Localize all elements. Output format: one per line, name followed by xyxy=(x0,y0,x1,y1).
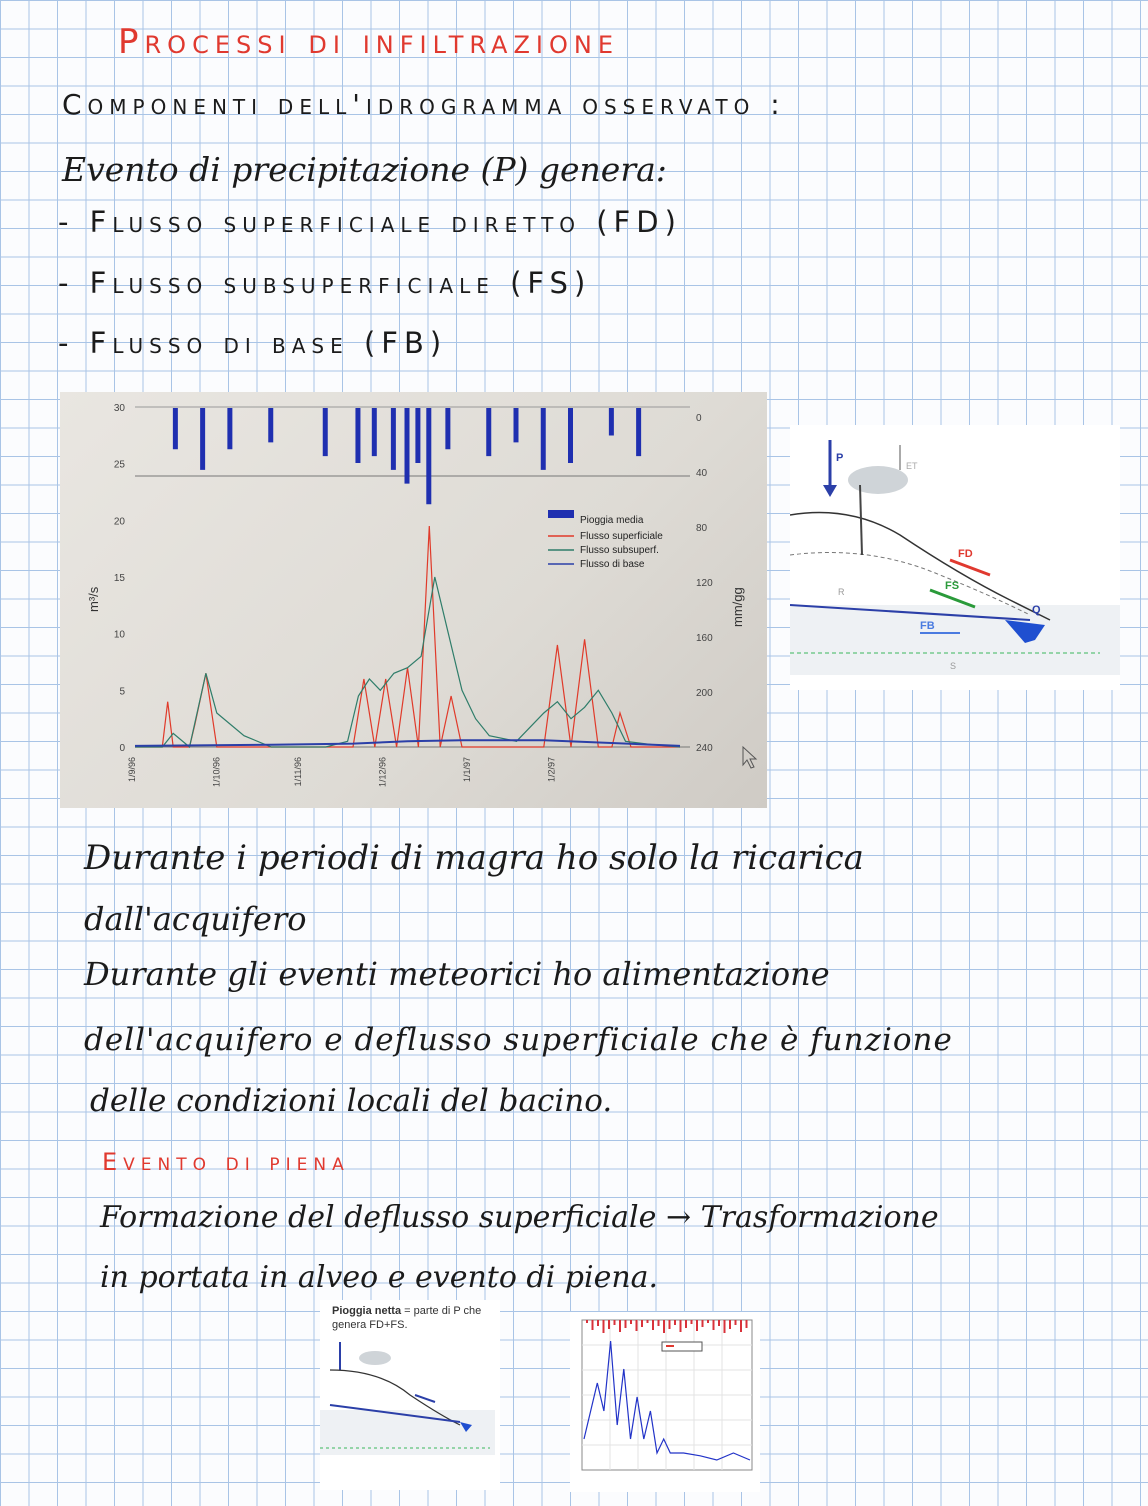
tree-icon xyxy=(848,466,908,494)
y-tick-label: 15 xyxy=(113,573,125,584)
rain-bar xyxy=(486,408,491,456)
right-y-ticks xyxy=(696,413,713,754)
small-schema xyxy=(320,1300,500,1490)
small-rain-bar xyxy=(680,1320,682,1332)
small-rain-bar xyxy=(729,1320,731,1329)
series-line xyxy=(135,577,680,747)
y2-tick-label: 240 xyxy=(696,743,713,754)
small-rain-bar xyxy=(740,1320,742,1332)
chart-legend xyxy=(548,510,663,570)
event-line: Evento di precipitazione (P) genera: xyxy=(62,150,667,189)
y2-tick-label: 80 xyxy=(696,523,708,534)
small-rain-bar xyxy=(641,1320,643,1327)
components-heading: Componenti dell'idrogramma osservato : xyxy=(62,88,786,121)
label-q: Q xyxy=(1032,604,1041,616)
small-rain-bar xyxy=(647,1320,649,1323)
small-hydrograph xyxy=(570,1312,760,1492)
x-tick-label: 1/10/96 xyxy=(211,757,222,788)
paragraph-line-4: dell'acquifero e deflusso superficiale che è funzione xyxy=(84,1022,953,1058)
rain-bar xyxy=(445,408,450,449)
small-rain-bar xyxy=(652,1320,654,1330)
schema-svg xyxy=(790,425,1120,690)
rain-bar xyxy=(568,408,573,463)
small-rain-bar xyxy=(636,1320,638,1331)
y-tick-label: 10 xyxy=(113,629,125,641)
small-rain-bar xyxy=(663,1320,665,1333)
rain-bar xyxy=(323,408,328,456)
rain-bar xyxy=(355,408,360,463)
x-ticks xyxy=(127,757,557,787)
x-tick-label: 1/12/96 xyxy=(377,757,388,788)
small-rain-bar xyxy=(630,1320,632,1324)
small-rain-bar xyxy=(603,1320,605,1333)
p-arrowhead-icon xyxy=(823,485,837,497)
rain-bar xyxy=(268,408,273,442)
piena-line-1: Formazione del deflusso superficiale → Trasformazione xyxy=(100,1200,939,1235)
tree-trunk-icon xyxy=(860,485,862,555)
rain-bar xyxy=(514,408,519,442)
label-fs: FS xyxy=(945,580,960,592)
small-rain-bar xyxy=(696,1320,698,1331)
infiltration-schema xyxy=(790,425,1120,690)
small-rain-bar xyxy=(691,1320,693,1324)
rain-bar xyxy=(426,408,431,504)
small-rain-bar xyxy=(619,1320,621,1332)
y-tick-label: 30 xyxy=(113,403,125,414)
label-s: S xyxy=(950,661,957,671)
rain-bar xyxy=(372,408,377,456)
x-tick-label: 1/1/97 xyxy=(462,757,473,783)
rain-bar xyxy=(541,408,546,470)
y2-tick-label: 160 xyxy=(696,633,713,644)
x-tick-label: 1/11/96 xyxy=(293,757,304,787)
paragraph-line-2: dall'acquifero xyxy=(84,900,307,938)
rain-bar xyxy=(227,408,232,449)
small-rain-bar xyxy=(735,1320,737,1325)
rain-bar xyxy=(415,408,420,463)
schema-caption xyxy=(332,1304,502,1332)
small-tree-icon xyxy=(359,1351,391,1365)
piena-line-2: in portata in alveo e evento di piena. xyxy=(100,1260,659,1295)
rain-bar xyxy=(609,408,614,436)
legend-label-surface: Flusso superficiale xyxy=(580,531,663,542)
small-rain-bar xyxy=(685,1320,687,1328)
small-hydrograph-svg xyxy=(570,1312,760,1492)
y-tick-label: 5 xyxy=(119,686,125,698)
y-tick-label: 0 xyxy=(119,743,125,754)
small-rain-bar xyxy=(713,1320,715,1330)
legend-label-base: Flusso di base xyxy=(580,559,645,570)
fs-arrow-icon xyxy=(930,590,975,607)
small-flow-line xyxy=(584,1341,750,1460)
rain-bar xyxy=(391,408,396,470)
small-rain-bar xyxy=(614,1320,616,1325)
rain-bar xyxy=(200,408,205,470)
legend-swatch-rain xyxy=(548,510,574,518)
y2-tick-label: 40 xyxy=(696,468,708,479)
paragraph-line-5: delle condizioni locali del bacino. xyxy=(90,1083,613,1119)
y-tick-label: 20 xyxy=(113,516,125,528)
y-axis-label: m³/s xyxy=(86,586,101,612)
small-series-line xyxy=(584,1341,750,1460)
rain-bar xyxy=(405,408,410,484)
hydrograph-chart xyxy=(60,392,767,808)
bullet-fd: - Flusso superficiale diretto (FD) xyxy=(58,205,682,239)
small-rain-bar xyxy=(718,1320,720,1326)
rain-bar xyxy=(173,408,178,449)
fd-arrow-icon xyxy=(950,560,990,575)
small-rain-bar xyxy=(669,1320,671,1329)
small-rain-bar xyxy=(674,1320,676,1325)
bullet-fs: - Flusso subsuperficiale (FS) xyxy=(58,266,592,300)
paragraph-line-3: Durante gli eventi meteorici ho alimentazione xyxy=(84,955,830,993)
y2-tick-label: 120 xyxy=(696,578,713,589)
label-fb: FB xyxy=(920,620,935,632)
subheading-piena: Evento di piena xyxy=(102,1148,350,1176)
small-rain-bar xyxy=(707,1320,709,1323)
bullet-fb: - Flusso di base (FB) xyxy=(58,326,448,360)
label-p: P xyxy=(836,452,844,464)
rain-bar xyxy=(636,408,641,456)
caption-bold: Pioggia netta xyxy=(332,1305,402,1317)
small-rain-bar xyxy=(608,1320,610,1329)
y2-tick-label: 0 xyxy=(696,413,702,424)
caption-rest: = parte di P che genera FD+FS. xyxy=(332,1305,482,1331)
rain-bars xyxy=(173,408,641,504)
ground-surface xyxy=(790,513,1050,621)
small-rain-bar xyxy=(625,1320,627,1328)
small-rain-bar xyxy=(592,1320,594,1330)
small-rain-bar xyxy=(586,1320,588,1323)
legend-label-rain: Pioggia media xyxy=(580,515,644,526)
legend-label-subsurface: Flusso subsuperf. xyxy=(580,545,659,556)
hydrograph-photo xyxy=(60,392,767,808)
small-rain-bar xyxy=(724,1320,726,1333)
mouse-cursor-icon xyxy=(743,747,756,768)
y2-tick-label: 200 xyxy=(696,688,713,699)
small-rain-bar xyxy=(658,1320,660,1326)
x-tick-label: 1/9/96 xyxy=(127,757,137,783)
x-tick-label: 1/2/97 xyxy=(546,757,557,783)
y-tick-label: 25 xyxy=(113,459,125,471)
label-et: ET xyxy=(906,461,918,471)
small-rain-bar xyxy=(746,1320,748,1328)
left-y-ticks xyxy=(114,403,126,754)
label-fd: FD xyxy=(958,548,973,560)
small-rain-bar xyxy=(597,1320,599,1326)
small-rain-bar xyxy=(702,1320,704,1327)
label-r: R xyxy=(838,587,845,597)
paragraph-line-1: Durante i periodi di magra ho solo la ricarica xyxy=(84,838,864,878)
y2-axis-label: mm/gg xyxy=(730,587,745,627)
page-title: Processi di infiltrazione xyxy=(118,22,620,62)
